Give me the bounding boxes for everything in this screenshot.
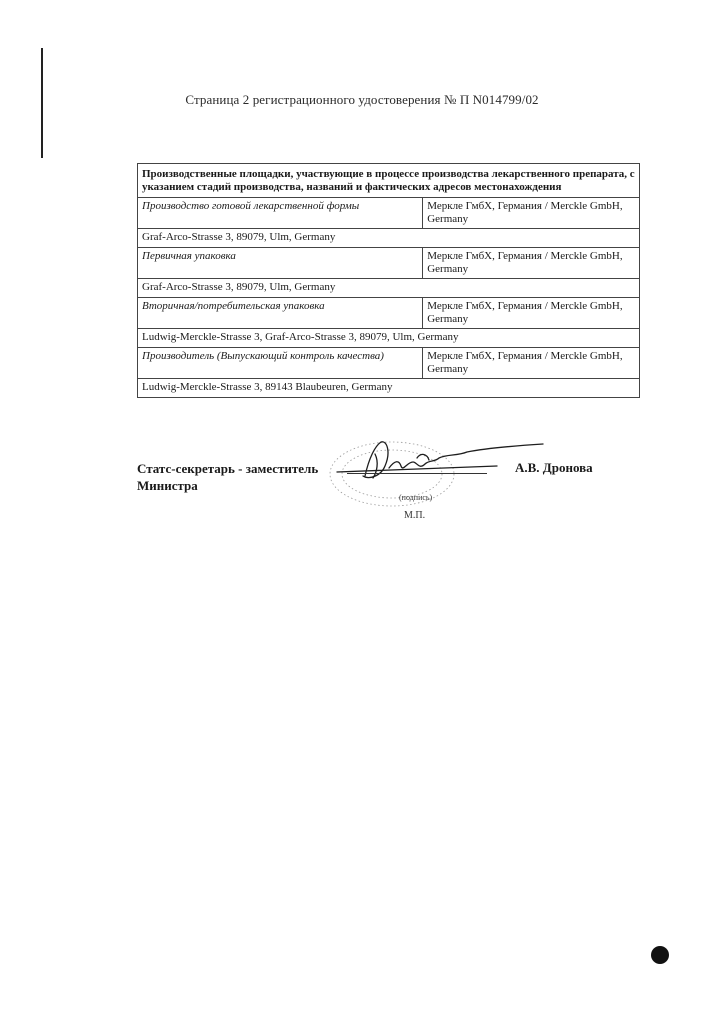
table-heading-row — [138, 164, 640, 198]
table-row — [138, 248, 640, 279]
company-cell: Меркле ГмбХ, Германия / Merckle GmbH, Germany — [423, 248, 640, 279]
table-heading: Производственные площадки, участвующие в процессе производства лекарственного препарата, с указанием стадий производства, названий и фактических адресов местонахождения — [138, 164, 640, 198]
manufacturing-sites-table — [137, 163, 640, 398]
address-cell: Graf-Arco-Strasse 3, 89079, Ulm, Germany — [138, 279, 640, 298]
signature-block — [137, 460, 640, 540]
page-title: Страница 2 регистрационного удостоверения № П N014799/02 — [185, 92, 539, 107]
address-cell: Graf-Arco-Strasse 3, 89079, Ulm, Germany — [138, 229, 640, 248]
seal-caption: М.П. — [404, 510, 426, 521]
signer-title: Статс-секретарь - заместитель Министра — [137, 461, 319, 493]
stage-cell: Вторичная/потребительская упаковка — [138, 298, 423, 329]
stage-cell: Первичная упаковка — [138, 248, 423, 279]
table-row — [138, 379, 640, 398]
table-row — [138, 279, 640, 298]
table-row — [138, 198, 640, 229]
stage-cell: Производитель (Выпускающий контроль качества) — [138, 348, 423, 379]
corner-dot — [651, 946, 669, 964]
signer-name: А.В. Дронова — [515, 460, 593, 475]
signature-line — [347, 473, 487, 474]
company-cell: Меркле ГмбХ, Германия / Merckle GmbH, Germany — [423, 198, 640, 229]
table-row — [138, 229, 640, 248]
company-cell: Меркле ГмбХ, Германия / Merckle GmbH, Germany — [423, 298, 640, 329]
table-row — [138, 329, 640, 348]
address-cell: Ludwig-Merckle-Strasse 3, 89143 Blaubeuren, Germany — [138, 379, 640, 398]
stage-cell: Производство готовой лекарственной формы — [138, 198, 423, 229]
address-cell: Ludwig-Merckle-Strasse 3, Graf-Arco-Strasse 3, 89079, Ulm, Germany — [138, 329, 640, 348]
table-row — [138, 298, 640, 329]
table-row — [138, 348, 640, 379]
signature-caption: (подпись) — [399, 493, 433, 502]
company-cell: Меркле ГмбХ, Германия / Merckle GmbH, Germany — [423, 348, 640, 379]
